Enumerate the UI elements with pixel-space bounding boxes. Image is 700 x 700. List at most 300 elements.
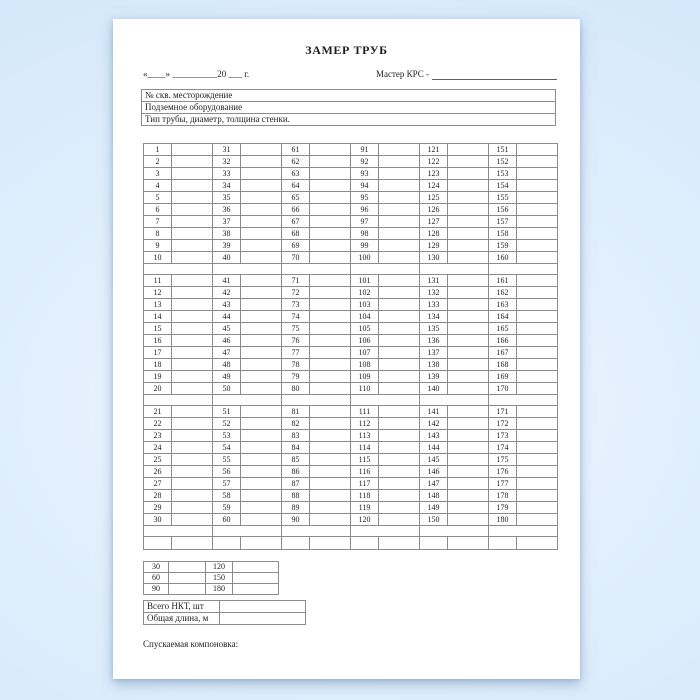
pipe-number-cell: 3 (144, 168, 172, 180)
pipe-number-cell: 123 (420, 168, 448, 180)
pipe-number-cell: 176 (489, 466, 517, 478)
separator-cell (144, 395, 213, 406)
pipe-number-cell: 79 (282, 371, 310, 383)
pipe-grid-row (144, 240, 558, 252)
summary-number-cell: 150 (206, 573, 233, 584)
summary-number-cell: 120 (206, 562, 233, 573)
pipe-number-cell: 113 (351, 430, 379, 442)
summary-number-cell: 90 (144, 584, 169, 595)
pipe-number-cell: 40 (213, 252, 241, 264)
pipe-value-cell (172, 180, 213, 192)
pipe-value-cell (310, 359, 351, 371)
pipe-number-cell: 88 (282, 490, 310, 502)
pipe-number-cell: 138 (420, 359, 448, 371)
pipe-value-cell (379, 347, 420, 359)
pipe-number-cell: 42 (213, 287, 241, 299)
pipe-grid-table (143, 143, 558, 550)
pipe-number-cell: 52 (213, 418, 241, 430)
separator-cell (144, 526, 213, 537)
pipe-number-cell: 26 (144, 466, 172, 478)
pipe-number-cell: 134 (420, 311, 448, 323)
pipe-value-cell (310, 311, 351, 323)
pipe-number-cell: 74 (282, 311, 310, 323)
info-row-label: Подземное оборудование (142, 102, 556, 114)
pipe-value-cell (172, 418, 213, 430)
pipe-number-cell: 63 (282, 168, 310, 180)
pipe-number-cell: 27 (144, 478, 172, 490)
pipe-number-cell: 121 (420, 144, 448, 156)
pipe-value-cell (241, 299, 282, 311)
pipe-number-cell: 179 (489, 502, 517, 514)
pipe-value-cell (310, 383, 351, 395)
pipe-grid-row (144, 359, 558, 371)
pipe-number-cell: 168 (489, 359, 517, 371)
info-row-label: Тип трубы, диаметр, толщина стенки. (142, 114, 556, 126)
pipe-value-cell (517, 275, 558, 287)
summary-table (143, 561, 279, 595)
pipe-number-cell: 37 (213, 216, 241, 228)
separator-cell (489, 526, 558, 537)
empty-cell (448, 537, 489, 550)
pipe-number-cell: 107 (351, 347, 379, 359)
pipe-number-cell: 9 (144, 240, 172, 252)
pipe-number-cell: 159 (489, 240, 517, 252)
pipe-number-cell: 145 (420, 454, 448, 466)
pipe-number-cell: 2 (144, 156, 172, 168)
pipe-value-cell (172, 454, 213, 466)
master-label: Мастер КРС - (375, 69, 429, 79)
pipe-grid-row (144, 406, 558, 418)
info-row (142, 102, 556, 114)
pipe-value-cell (448, 311, 489, 323)
totals-row (144, 601, 306, 613)
pipe-number-cell: 34 (213, 180, 241, 192)
summary-row (144, 562, 279, 573)
pipe-number-cell: 116 (351, 466, 379, 478)
pipe-value-cell (172, 406, 213, 418)
pipe-number-cell: 139 (420, 371, 448, 383)
info-table-body (142, 90, 556, 126)
pipe-number-cell: 167 (489, 347, 517, 359)
info-table (141, 89, 556, 126)
pipe-value-cell (241, 180, 282, 192)
pipe-number-cell: 60 (213, 514, 241, 526)
pipe-value-cell (172, 240, 213, 252)
pipe-number-cell: 91 (351, 144, 379, 156)
pipe-value-cell (241, 466, 282, 478)
pipe-value-cell (172, 287, 213, 299)
pipe-grid-row (144, 371, 558, 383)
pipe-value-cell (379, 466, 420, 478)
pipe-value-cell (517, 287, 558, 299)
pipe-number-cell: 58 (213, 490, 241, 502)
pipe-number-cell: 90 (282, 514, 310, 526)
summary-number-cell: 180 (206, 584, 233, 595)
pipe-number-cell: 128 (420, 228, 448, 240)
pipe-value-cell (241, 275, 282, 287)
summary-value-cell (233, 584, 279, 595)
pipe-number-cell: 59 (213, 502, 241, 514)
summary-row (144, 573, 279, 584)
pipe-value-cell (517, 252, 558, 264)
pipe-value-cell (172, 156, 213, 168)
pipe-value-cell (241, 383, 282, 395)
pipe-number-cell: 73 (282, 299, 310, 311)
pipe-grid-row (144, 192, 558, 204)
empty-cell (489, 537, 517, 550)
pipe-number-cell: 148 (420, 490, 448, 502)
pipe-number-cell: 124 (420, 180, 448, 192)
pipe-number-cell: 144 (420, 442, 448, 454)
pipe-grid-row (144, 216, 558, 228)
empty-cell (351, 537, 379, 550)
info-row (142, 90, 556, 102)
pipe-value-cell (517, 430, 558, 442)
summary-table-body (144, 562, 279, 595)
form-page (113, 19, 580, 679)
pipe-value-cell (310, 240, 351, 252)
pipe-value-cell (517, 240, 558, 252)
pipe-value-cell (241, 204, 282, 216)
pipe-grid-row (144, 144, 558, 156)
pipe-number-cell: 61 (282, 144, 310, 156)
pipe-number-cell: 84 (282, 442, 310, 454)
summary-number-cell: 60 (144, 573, 169, 584)
pipe-number-cell: 92 (351, 156, 379, 168)
pipe-number-cell: 65 (282, 192, 310, 204)
pipe-number-cell: 20 (144, 383, 172, 395)
separator-cell (351, 264, 420, 275)
pipe-value-cell (241, 454, 282, 466)
pipe-number-cell: 140 (420, 383, 448, 395)
pipe-value-cell (379, 430, 420, 442)
pipe-value-cell (241, 216, 282, 228)
pipe-number-cell: 126 (420, 204, 448, 216)
pipe-value-cell (517, 335, 558, 347)
pipe-value-cell (448, 204, 489, 216)
pipe-number-cell: 156 (489, 204, 517, 216)
pipe-number-cell: 96 (351, 204, 379, 216)
pipe-value-cell (241, 335, 282, 347)
pipe-value-cell (517, 156, 558, 168)
pipe-number-cell: 112 (351, 418, 379, 430)
pipe-number-cell: 117 (351, 478, 379, 490)
pipe-number-cell: 33 (213, 168, 241, 180)
pipe-number-cell: 127 (420, 216, 448, 228)
pipe-value-cell (517, 192, 558, 204)
pipe-value-cell (172, 383, 213, 395)
pipe-value-cell (517, 406, 558, 418)
pipe-value-cell (241, 502, 282, 514)
pipe-number-cell: 57 (213, 478, 241, 490)
pipe-number-cell: 175 (489, 454, 517, 466)
pipe-number-cell: 105 (351, 323, 379, 335)
pipe-number-cell: 32 (213, 156, 241, 168)
pipe-number-cell: 45 (213, 323, 241, 335)
pipe-value-cell (310, 335, 351, 347)
pipe-value-cell (310, 502, 351, 514)
pipe-value-cell (448, 514, 489, 526)
pipe-number-cell: 178 (489, 490, 517, 502)
pipe-value-cell (172, 490, 213, 502)
pipe-value-cell (517, 204, 558, 216)
pipe-number-cell: 25 (144, 454, 172, 466)
pipe-grid-row (144, 418, 558, 430)
pipe-number-cell: 143 (420, 430, 448, 442)
pipe-value-cell (517, 168, 558, 180)
pipe-value-cell (241, 371, 282, 383)
separator-cell (144, 264, 213, 275)
form-title: ЗАМЕР ТРУБ (305, 43, 388, 57)
totals-row (144, 613, 306, 625)
empty-cell (241, 537, 282, 550)
pipe-value-cell (172, 323, 213, 335)
pipe-number-cell: 76 (282, 335, 310, 347)
pipe-value-cell (517, 347, 558, 359)
pipe-number-cell: 142 (420, 418, 448, 430)
pipe-number-cell: 120 (351, 514, 379, 526)
pipe-grid-row (144, 287, 558, 299)
separator-cell (282, 395, 351, 406)
pipe-value-cell (379, 240, 420, 252)
pipe-value-cell (172, 466, 213, 478)
pipe-number-cell: 119 (351, 502, 379, 514)
pipe-number-cell: 169 (489, 371, 517, 383)
pipe-value-cell (241, 156, 282, 168)
pipe-number-cell: 149 (420, 502, 448, 514)
pipe-value-cell (172, 311, 213, 323)
pipe-value-cell (241, 144, 282, 156)
pipe-number-cell: 157 (489, 216, 517, 228)
pipe-value-cell (448, 168, 489, 180)
pipe-number-cell: 72 (282, 287, 310, 299)
pipe-number-cell: 98 (351, 228, 379, 240)
pipe-number-cell: 150 (420, 514, 448, 526)
empty-cell (144, 537, 172, 550)
pipe-number-cell: 100 (351, 252, 379, 264)
pipe-grid-row (144, 383, 558, 395)
pipe-number-cell: 70 (282, 252, 310, 264)
pipe-value-cell (448, 192, 489, 204)
pipe-number-cell: 101 (351, 275, 379, 287)
pipe-value-cell (379, 490, 420, 502)
pipe-value-cell (172, 430, 213, 442)
pipe-value-cell (517, 323, 558, 335)
pipe-number-cell: 174 (489, 442, 517, 454)
pipe-grid-row (144, 466, 558, 478)
pipe-value-cell (448, 359, 489, 371)
pipe-number-cell: 109 (351, 371, 379, 383)
empty-cell (213, 537, 241, 550)
pipe-value-cell (310, 323, 351, 335)
pipe-number-cell: 67 (282, 216, 310, 228)
pipe-value-cell (379, 442, 420, 454)
pipe-value-cell (379, 156, 420, 168)
pipe-number-cell: 38 (213, 228, 241, 240)
pipe-value-cell (172, 359, 213, 371)
pipe-number-cell: 82 (282, 418, 310, 430)
pipe-number-cell: 31 (213, 144, 241, 156)
pipe-number-cell: 1 (144, 144, 172, 156)
pipe-value-cell (517, 383, 558, 395)
separator-cell (213, 526, 282, 537)
summary-row (144, 584, 279, 595)
pipe-value-cell (172, 192, 213, 204)
pipe-value-cell (310, 442, 351, 454)
pipe-value-cell (172, 252, 213, 264)
pipe-value-cell (448, 430, 489, 442)
pipe-number-cell: 102 (351, 287, 379, 299)
pipe-grid-row (144, 311, 558, 323)
pipe-number-cell: 62 (282, 156, 310, 168)
pipe-value-cell (379, 514, 420, 526)
pipe-value-cell (448, 383, 489, 395)
pipe-number-cell: 83 (282, 430, 310, 442)
pipe-number-cell: 28 (144, 490, 172, 502)
summary-value-cell (169, 584, 206, 595)
pipe-value-cell (172, 442, 213, 454)
pipe-number-cell: 171 (489, 406, 517, 418)
pipe-number-cell: 69 (282, 240, 310, 252)
pipe-number-cell: 51 (213, 406, 241, 418)
pipe-number-cell: 10 (144, 252, 172, 264)
pipe-value-cell (310, 490, 351, 502)
pipe-number-cell: 132 (420, 287, 448, 299)
pipe-value-cell (310, 430, 351, 442)
pipe-value-cell (448, 442, 489, 454)
pipe-value-cell (241, 228, 282, 240)
pipe-value-cell (241, 192, 282, 204)
pipe-grid-row (144, 299, 558, 311)
separator-cell (420, 264, 489, 275)
pipe-value-cell (172, 275, 213, 287)
pipe-value-cell (241, 478, 282, 490)
pipe-value-cell (448, 275, 489, 287)
summary-value-cell (233, 562, 279, 573)
pipe-value-cell (241, 490, 282, 502)
pipe-value-cell (448, 228, 489, 240)
pipe-number-cell: 163 (489, 299, 517, 311)
totals-table-body (144, 601, 306, 625)
pipe-number-cell: 155 (489, 192, 517, 204)
pipe-number-cell: 158 (489, 228, 517, 240)
separator-cell (420, 395, 489, 406)
assembly-label: Спускаемая компоновка: (143, 639, 239, 649)
pipe-grid-body (144, 144, 558, 550)
pipe-number-cell: 30 (144, 514, 172, 526)
pipe-number-cell: 78 (282, 359, 310, 371)
pipe-number-cell: 130 (420, 252, 448, 264)
pipe-number-cell: 71 (282, 275, 310, 287)
pipe-grid-row (144, 168, 558, 180)
separator-cell (489, 395, 558, 406)
pipe-grid-row (144, 323, 558, 335)
separator-cell (213, 264, 282, 275)
pipe-number-cell: 160 (489, 252, 517, 264)
date-master-row (113, 68, 580, 80)
pipe-value-cell (310, 144, 351, 156)
pipe-value-cell (172, 299, 213, 311)
pipe-number-cell: 53 (213, 430, 241, 442)
pipe-number-cell: 7 (144, 216, 172, 228)
pipe-value-cell (172, 371, 213, 383)
pipe-value-cell (448, 240, 489, 252)
pipe-value-cell (448, 156, 489, 168)
pipe-value-cell (379, 216, 420, 228)
empty-cell (172, 537, 213, 550)
pipe-grid-row (144, 454, 558, 466)
pipe-number-cell: 108 (351, 359, 379, 371)
empty-bottom-row (144, 537, 558, 550)
pipe-number-cell: 55 (213, 454, 241, 466)
pipe-number-cell: 141 (420, 406, 448, 418)
separator-row (144, 395, 558, 406)
pipe-grid-row (144, 478, 558, 490)
pipe-value-cell (379, 323, 420, 335)
pipe-value-cell (241, 430, 282, 442)
pipe-value-cell (517, 144, 558, 156)
pipe-number-cell: 161 (489, 275, 517, 287)
separator-cell (351, 395, 420, 406)
pipe-number-cell: 122 (420, 156, 448, 168)
pipe-value-cell (379, 299, 420, 311)
pipe-value-cell (517, 359, 558, 371)
pipe-value-cell (448, 299, 489, 311)
pipe-value-cell (310, 156, 351, 168)
pipe-value-cell (310, 371, 351, 383)
pipe-value-cell (241, 347, 282, 359)
pipe-grid-row (144, 347, 558, 359)
pipe-number-cell: 86 (282, 466, 310, 478)
pipe-value-cell (310, 466, 351, 478)
pipe-number-cell: 29 (144, 502, 172, 514)
pipe-grid-row (144, 228, 558, 240)
pipe-number-cell: 48 (213, 359, 241, 371)
pipe-grid-row (144, 204, 558, 216)
pipe-value-cell (517, 371, 558, 383)
pipe-number-cell: 173 (489, 430, 517, 442)
pipe-number-cell: 89 (282, 502, 310, 514)
pipe-number-cell: 85 (282, 454, 310, 466)
pipe-number-cell: 170 (489, 383, 517, 395)
pipe-number-cell: 165 (489, 323, 517, 335)
pipe-number-cell: 97 (351, 216, 379, 228)
pipe-value-cell (379, 383, 420, 395)
pipe-value-cell (448, 490, 489, 502)
pipe-value-cell (241, 240, 282, 252)
pipe-value-cell (379, 335, 420, 347)
pipe-number-cell: 46 (213, 335, 241, 347)
pipe-value-cell (448, 335, 489, 347)
pipe-number-cell: 94 (351, 180, 379, 192)
pipe-number-cell: 39 (213, 240, 241, 252)
pipe-value-cell (517, 466, 558, 478)
pipe-value-cell (172, 204, 213, 216)
pipe-grid-row (144, 430, 558, 442)
pipe-number-cell: 8 (144, 228, 172, 240)
pipe-value-cell (517, 490, 558, 502)
pipe-number-cell: 172 (489, 418, 517, 430)
totals-table (143, 600, 306, 625)
pipe-value-cell (448, 252, 489, 264)
pipe-value-cell (310, 252, 351, 264)
pipe-value-cell (517, 502, 558, 514)
pipe-number-cell: 131 (420, 275, 448, 287)
pipe-number-cell: 153 (489, 168, 517, 180)
pipe-number-cell: 103 (351, 299, 379, 311)
pipe-value-cell (379, 359, 420, 371)
pipe-number-cell: 177 (489, 478, 517, 490)
